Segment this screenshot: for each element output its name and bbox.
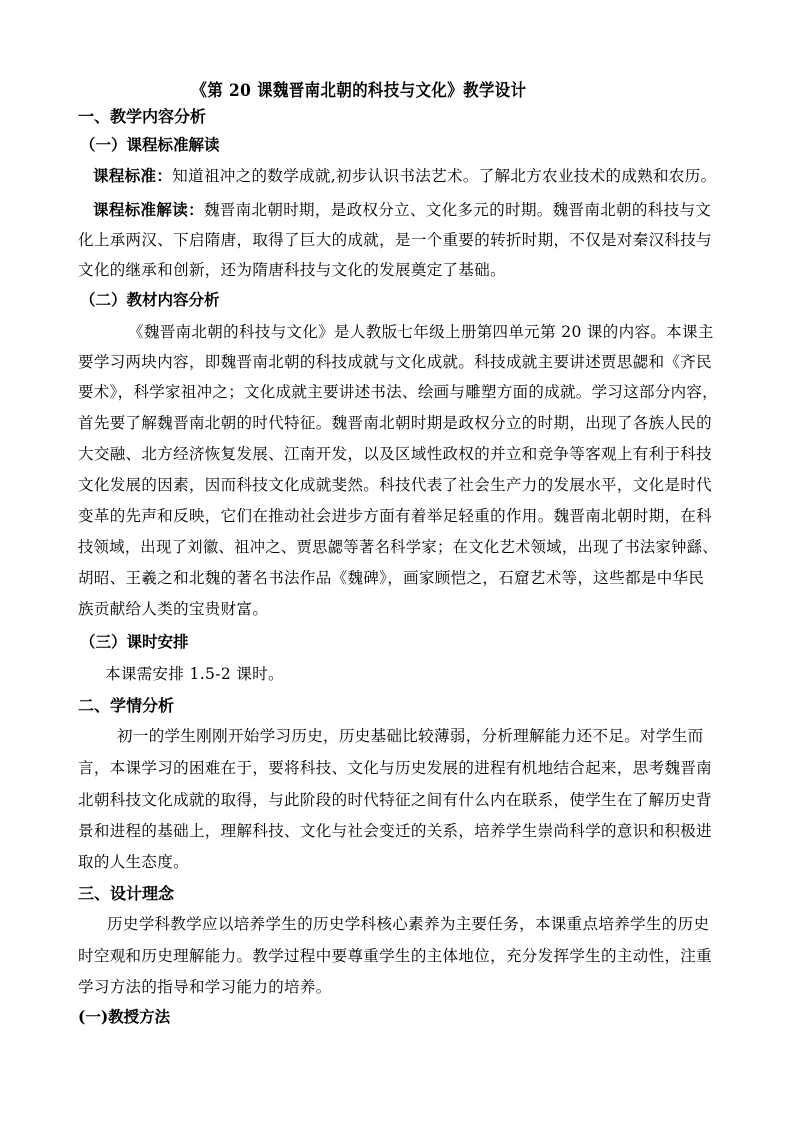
curriculum-standard-text: 知道祖冲之的数学成就,初步认识书法艺术。了解北方农业技术的成熟和农历。 [172, 167, 717, 185]
design-concept-line: 历史学科教学应以培养学生的历史学科核心素养为主要任务，本课重点培养学生的历史 [107, 915, 710, 933]
textbook-analysis-line: 大交融、北方经济恢复发展、江南开发，以及区域性政权的并立和竞争等客观上有利于科技 [78, 445, 713, 463]
learner-analysis-line: 初一的学生刚刚开始学习历史，历史基础比较薄弱，分析理解能力还不足。对学生而 [117, 727, 704, 745]
subsection-heading-teaching-method: (一)教授方法 [78, 1007, 171, 1026]
curriculum-standard-paragraph [93, 164, 716, 186]
curriculum-interpretation-line: 文化的继承和创新，还为隋唐科技与文化的发展奠定了基础。 [78, 261, 506, 279]
learner-analysis-line: 景和进程的基础上，理解科技、文化与社会变迁的关系，培养学生崇尚科学的意识和积极进 [78, 822, 713, 840]
textbook-analysis-line: 文化发展的因素，因而科技文化成就斐然。科技代表了社会生产力的发展水平，文化是时代 [78, 476, 713, 494]
textbook-analysis-line: 首先要了解魏晋南北朝的时代特征。魏晋南北朝时期是政权分立的时期，出现了各族人民的 [78, 414, 713, 432]
subsection-heading-class-schedule: （三）课时安排 [80, 632, 189, 651]
curriculum-standard-label: 课程标准： [93, 166, 173, 185]
textbook-analysis-line: 族贡献给人类的宝贵财富。 [78, 600, 269, 618]
textbook-analysis-line: 技领域，出现了刘徽、祖冲之、贾思勰等著名科学家；在文化艺术领域，出现了书法家钟繇、 [78, 538, 718, 556]
textbook-analysis-line: 要术》，科学家祖冲之；文化成就主要讲述书法、绘画与雕塑方面的成就。学习这部分内容， [78, 383, 718, 401]
document-title: 《第 20 课魏晋南北朝的科技与文化》教学设计 [191, 81, 527, 101]
curriculum-interpretation-line: 化上承两汉、下启隋唐，取得了巨大的成就，是一个重要的转折时期，不仅是对秦汉科技与 [78, 231, 713, 249]
learner-analysis-line: 取的人生态度。 [78, 853, 189, 871]
textbook-analysis-line: 要学习两块内容，即魏晋南北朝的科技成就与文化成就。科技成就主要讲述贾思勰和《齐民 [78, 353, 713, 371]
learner-analysis-line: 北朝科技文化成就的取得，与此阶段的时代特征之间有什么内在联系，使学生在了解历史背 [78, 791, 713, 809]
class-schedule-text: 本课需安排 1.5-2 课时。 [105, 665, 284, 683]
section-heading-learner-analysis: 二、学情分析 [78, 696, 175, 715]
textbook-analysis-line: 变革的先声和反映，它们在推动社会进步方面有着举足轻重的作用。魏晋南北朝时期，在科 [78, 507, 713, 525]
textbook-analysis-line: 胡昭、王羲之和北魏的著名书法作品《魏碑》，画家顾恺之，石窟艺术等，这些都是中华民 [78, 569, 705, 587]
section-heading-content-analysis: 一、教学内容分析 [78, 107, 207, 126]
learner-analysis-line: 言，本课学习的困难在于，要将科技、文化与历史发展的进程有机地结合起来，思考魏晋南 [78, 759, 713, 777]
design-concept-line: 时空观和历史理解能力。教学过程中要尊重学生的主体地位，充分发挥学生的主动性，注重 [78, 947, 713, 965]
curriculum-interpretation-line [93, 198, 711, 220]
subsection-heading-textbook-analysis: （二）教材内容分析 [80, 290, 220, 309]
section-heading-design-concept: 三、设计理念 [78, 884, 175, 903]
textbook-analysis-line: 《魏晋南北朝的科技与文化》是人教版七年级上册第四单元第 20 课的内容。本课主 [128, 323, 714, 341]
design-concept-line: 学习方法的指导和学习能力的培养。 [78, 978, 332, 996]
curriculum-interpretation-label: 课程标准解读： [93, 200, 204, 219]
subsection-heading-curriculum-standard: （一）课程标准解读 [80, 135, 220, 154]
curriculum-interpretation-text: 魏晋南北朝时期，是政权分立、文化多元的时期。魏晋南北朝的科技与文 [203, 201, 712, 219]
